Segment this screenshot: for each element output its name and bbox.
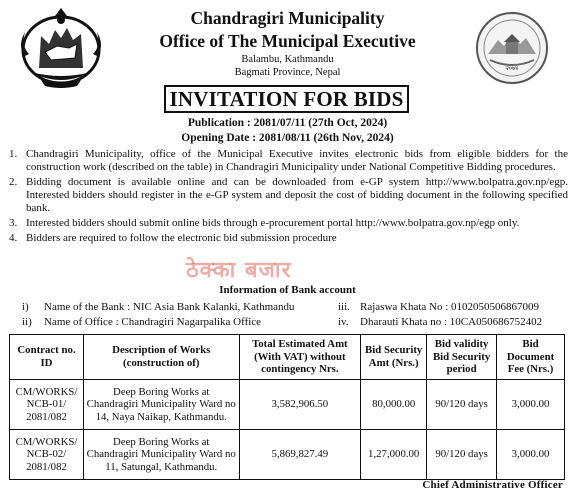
cell-fee: 3,000.00 xyxy=(497,380,565,430)
bank-row-text: Name of Office : Chandragiri Nagarpalika Office xyxy=(44,316,262,328)
item-text: Chandragiri Municipality, office of the Municipal Executive invites electronic bids from eligible bidders for the construction work (described on the table) in Chandragiri Municipality under National Competitive Bidding procedures. xyxy=(26,148,568,174)
invitation-banner: INVITATION FOR BIDS xyxy=(164,85,409,113)
watermark-text: ठेक्का बजार xyxy=(186,258,292,283)
table-header-row xyxy=(10,335,565,380)
notice-item xyxy=(6,217,568,230)
cell-contract: CM/WORKS/ NCB-02/ 2081/082 xyxy=(10,430,84,480)
bank-row-text: Rajaswa Khata No : 0102050506867009 xyxy=(360,301,540,313)
header-description: Description of Works (construction of) xyxy=(83,335,239,380)
cell-description: Deep Boring Works at Chandragiri Municipality Ward no 11, Satungal, Kathmandu. xyxy=(83,430,239,480)
bank-row-number: iv. xyxy=(338,316,349,328)
table-row xyxy=(10,380,565,430)
header-amount: Total Estimated Amt (With VAT) without contingency Nrs. xyxy=(239,335,361,380)
bids-table xyxy=(9,334,565,480)
header-security: Bid Security Amt (Nrs.) xyxy=(361,335,427,380)
item-number: 3. xyxy=(9,217,18,230)
logo-year-text: २०७४ xyxy=(505,65,519,72)
table-row xyxy=(10,430,565,480)
item-text: Bidding document is available online and can be downloaded from e-GP system http://www.bolpatra.gov.np/egp. Interested bidders should register in the e-GP system and deposit the cost of bidding document in the following specified bank. xyxy=(26,175,568,215)
cell-description: Deep Boring Works at Chandragiri Municipality Ward no 14, Naya Naikap, Kathmandu. xyxy=(83,380,239,430)
dharauti-account-row xyxy=(338,316,542,328)
office-name-row xyxy=(22,316,261,328)
cell-validity: 90/120 days xyxy=(427,430,497,480)
cell-contract: CM/WORKS/ NCB-01/ 2081/082 xyxy=(10,380,84,430)
municipality-logo-icon xyxy=(470,10,554,86)
item-number: 1. xyxy=(9,148,18,160)
bank-row-number: i) xyxy=(22,301,29,313)
notice-items xyxy=(6,148,568,246)
municipality-title: Chandragiri Municipality xyxy=(190,8,385,28)
address-line-1: Balambu, Kathmandu xyxy=(241,54,334,65)
notice-item xyxy=(6,176,568,216)
notice-item xyxy=(6,148,568,174)
office-title: Office of The Municipal Executive xyxy=(159,31,416,51)
cell-security: 80,000.00 xyxy=(361,380,427,430)
signatory-title: Chief Administrative Officer xyxy=(422,479,563,491)
address-line-2: Bagmati Province, Nepal xyxy=(234,67,341,78)
cell-security: 1,27,000.00 xyxy=(361,430,427,480)
item-text: Interested bidders should submit online bids through e-procurement portal http://www.bolpatra.gov.np/egp only. xyxy=(26,217,520,230)
item-number: 2. xyxy=(9,175,18,188)
header-contract: Contract no. ID xyxy=(10,335,84,380)
item-number: 4. xyxy=(9,231,18,244)
opening-date: Opening Date : 2081/08/11 (26th Nov, 2024) xyxy=(181,132,394,144)
bank-row-number: ii) xyxy=(22,316,32,328)
item-text: Bidders are required to follow the electronic bid submission procedure xyxy=(26,231,337,244)
notice-item xyxy=(6,232,568,245)
header-validity: Bid validity Bid Security period xyxy=(427,335,497,380)
bank-info-title: Information of Bank account xyxy=(219,284,356,296)
bank-name-row xyxy=(22,301,295,313)
bank-row-number: iii. xyxy=(338,301,350,313)
bank-row-text: Dharauti Khata no : 10CA050686752402 xyxy=(360,316,543,328)
cell-amount: 5,869,827.49 xyxy=(239,430,361,480)
cell-fee: 3,000.00 xyxy=(497,430,565,480)
publication-date: Publication : 2081/07/11 (27th Oct, 2024) xyxy=(187,117,388,129)
cell-amount: 3,582,906.50 xyxy=(239,380,361,430)
bank-row-text: Name of the Bank : NIC Asia Bank Kalanki, Kathmandu xyxy=(44,301,295,313)
rajaswa-account-row xyxy=(338,301,539,313)
header-fee: Bid Document Fee (Nrs.) xyxy=(497,335,565,380)
cell-validity: 90/120 days xyxy=(427,380,497,430)
